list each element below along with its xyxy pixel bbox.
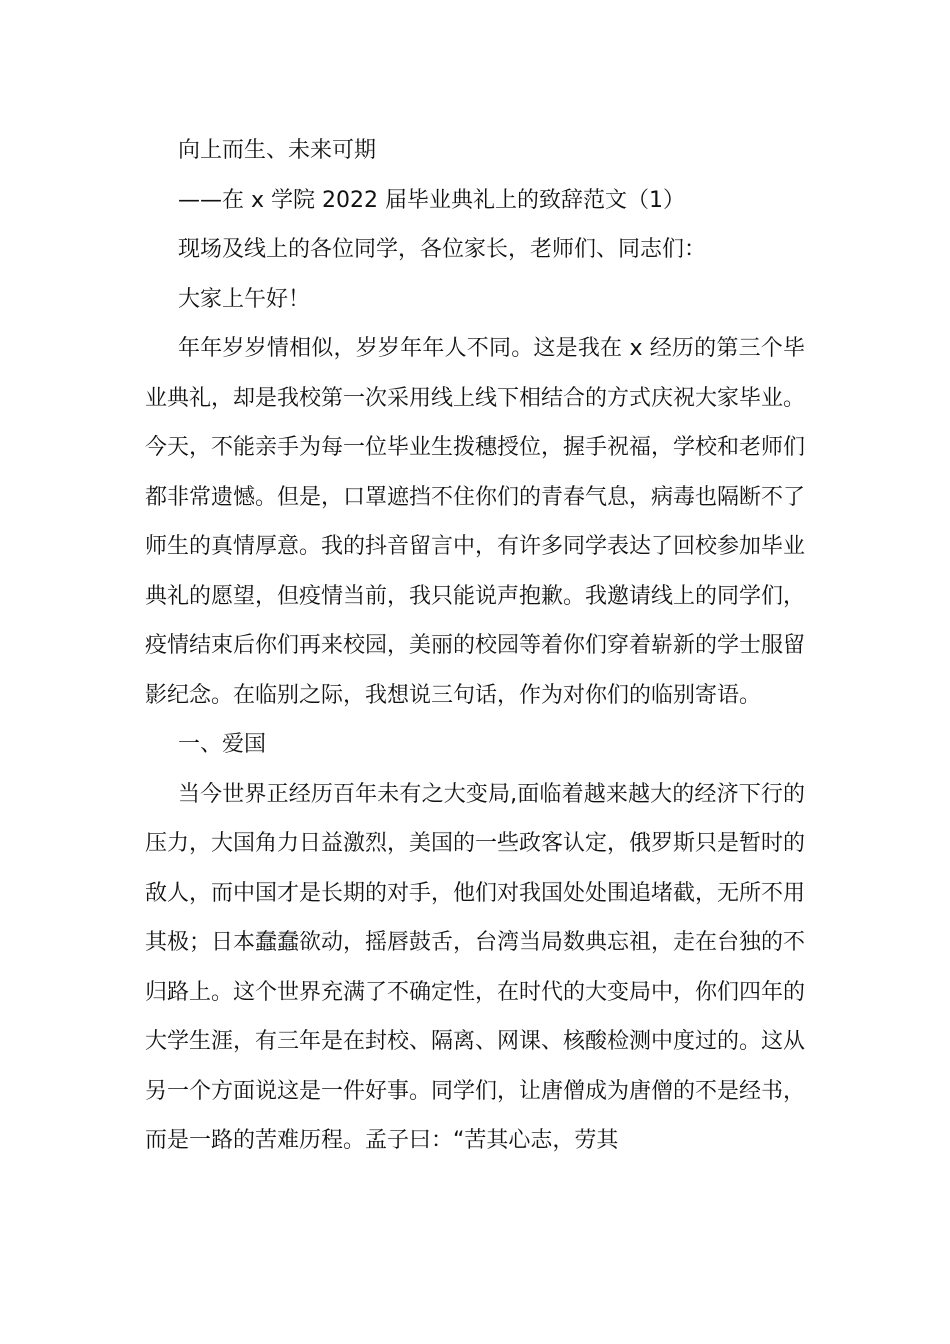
document-body xyxy=(145,126,805,1166)
section-heading-patriotism: 一、爱国 xyxy=(178,732,267,757)
salutation: 现场及线上的各位同学，各位家长，老师们、同志们： xyxy=(178,237,707,262)
document-subtitle: ——在 x 学院 2022 届毕业典礼上的致辞范文（1） xyxy=(178,187,685,213)
greeting: 大家上午好！ xyxy=(178,286,311,312)
paragraph-1: 年年岁岁情相似，岁岁年年人不同。这是我在 x 经历的第三个毕业典礼，却是我校第一次采用线上线下相结合的方式庆祝大家毕业。今天，不能亲手为每一位毕业生拨穗授位，握手祝福，学校和老师们都非常遗憾。但是，口罩遮挡不住你们的青春气息，病毒也隔断不了师生的真情厚意。我的抖音留言中，有许多同学表达了回校参加毕业典礼的愿望，但疫情当前，我只能说声抱歉。我邀请线上的同学们，疫情结束后你们再来校园，美丽的校园等着你们穿着崭新的学士服留影纪念。在临别之际，我想说三句话，作为对你们的临别寄语。 xyxy=(145,336,806,708)
paragraph-2: 当今世界正经历百年未有之大变局,面临着越来越大的经济下行的压力，大国角力日益激烈，美国的一些政客认定，俄罗斯只是暂时的敌人，而中国才是长期的对手，他们对我国处处围追堵截，无所不用其极；日本蠢蠢欲动，摇唇鼓舌，台湾当局数典忘祖，走在台独的不归路上。这个世界充满了不确定性，在时代的大变局中，你们四年的大学生涯，有三年是在封校、隔离、网课、核酸检测中度过的。这从另一个方面说这是一件好事。同学们，让唐僧成为唐僧的不是经书，而是一路的苦难历程。孟子曰：“苦其心志，劳其 xyxy=(145,781,806,1153)
document-title: 向上而生、未来可期 xyxy=(178,138,377,163)
